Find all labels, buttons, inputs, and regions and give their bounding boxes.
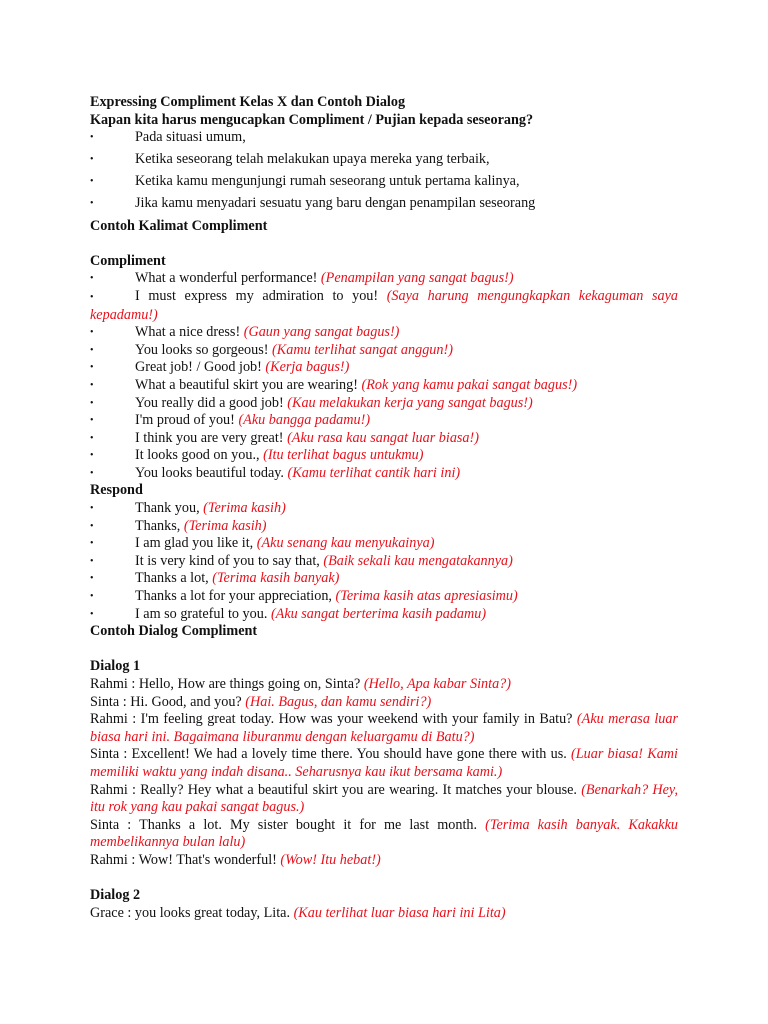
dialog2-heading: Dialog 2 — [90, 887, 141, 904]
document-title: Expressing Compliment Kelas X dan Contoh Dialog — [90, 94, 406, 110]
question-heading: Kapan kita harus mengucapkan Compliment / Pujian kepada seseorang? — [90, 111, 534, 128]
respond-heading: Respond — [90, 482, 143, 499]
bullet-icon: • — [90, 397, 94, 409]
bullet-icon: • — [90, 176, 94, 188]
dialog-line: Sinta : Excellent! We had a lovely time there. You should have gone there with us. (Luar biasa! Kami memiliki waktu yang indah disana.. Seharusnya kau ikut bersama kami.) — [90, 746, 678, 780]
list-item: • Thanks a lot for your appreciation, (Terima kasih atas apresiasimu) — [90, 588, 518, 605]
bullet-icon: • — [90, 379, 94, 391]
compliment-list — [90, 270, 678, 482]
dialog-line: Rahmi : Really? Hey what a beautiful skirt you are wearing. It matches your blouse. (Benarkah? Hey, itu rok yang kau pakai sangat bagus.) — [90, 781, 678, 816]
bullet-icon: • — [90, 154, 94, 166]
spacer — [90, 870, 678, 888]
list-item: • I think you are very great! (Aku rasa kau sangat luar biasa!) — [90, 429, 479, 446]
bullet-icon: • — [90, 573, 94, 585]
bullet-icon: • — [90, 198, 94, 210]
list-item: • Ketika kamu mengunjungi rumah seseorang untuk pertama kalinya, — [90, 173, 520, 190]
list-item: • What a nice dress! (Gaun yang sangat bagus!) — [90, 324, 400, 341]
dialog-line: Sinta : Hi. Good, and you? (Hai. Bagus, dan kamu sendiri?) — [90, 693, 432, 710]
dialog-line: Sinta : Thanks a lot. My sister bought it for me last month. (Terima kasih banyak. Kakakku membelikannya bulan lalu) — [90, 816, 678, 851]
bullet-icon: • — [90, 503, 94, 515]
bullet-icon: • — [90, 415, 94, 427]
dialog-line: Rahmi : I'm feeling great today. How was your weekend with your family in Batu? (Aku merasa luar biasa hari ini. Bagaimana liburanmu dengan keluargamu di Batu?) — [90, 711, 678, 745]
bullet-icon: • — [90, 273, 94, 285]
bullet-icon: • — [90, 432, 94, 444]
list-item: • What a beautiful skirt you are wearing! (Rok yang kamu pakai sangat bagus!) — [90, 376, 578, 393]
spacer — [90, 235, 678, 253]
list-item: • It looks good on you., (Itu terlihat bagus untukmu) — [90, 447, 424, 464]
when-list — [90, 129, 678, 213]
bullet-icon: • — [90, 291, 94, 303]
list-item: • I'm proud of you! (Aku bangga padamu!) — [90, 412, 371, 429]
bullet-icon: • — [90, 362, 94, 374]
list-item: • I must express my admiration to you! (Saya harung mengungkapkan kekaguman saya kepadamu!) — [90, 287, 678, 323]
list-item: • Ketika seseorang telah melakukan upaya mereka yang terbaik, — [90, 151, 490, 168]
list-item: • Thanks, (Terima kasih) — [90, 517, 267, 534]
list-item: • I am so grateful to you. (Aku sangat berterima kasih padamu) — [90, 605, 487, 622]
bullet-icon: • — [90, 450, 94, 462]
list-item: • You really did a good job! (Kau melakukan kerja yang sangat bagus!) — [90, 394, 533, 411]
list-item: • Thanks a lot, (Terima kasih banyak) — [90, 570, 340, 587]
list-item: • It is very kind of you to say that, (Baik sekali kau mengatakannya) — [90, 552, 513, 569]
bullet-icon: • — [90, 520, 94, 532]
dialog1-heading: Dialog 1 — [90, 658, 141, 675]
bullet-icon: • — [90, 555, 94, 567]
bullet-icon: • — [90, 591, 94, 603]
list-item: • Pada situasi umum, — [90, 129, 246, 146]
bullet-icon: • — [90, 538, 94, 550]
dialog-line: Grace : you looks great today, Lita. (Kau terlihat luar biasa hari ini Lita) — [90, 904, 506, 921]
list-item: • I am glad you like it, (Aku senang kau menyukainya) — [90, 535, 435, 552]
list-item: • Great job! / Good job! (Kerja bagus!) — [90, 359, 350, 376]
bullet-icon: • — [90, 344, 94, 356]
bullet-icon: • — [90, 467, 94, 479]
bullet-icon: • — [90, 132, 94, 144]
dialog-line: Rahmi : Hello, How are things going on, Sinta? (Hello, Apa kabar Sinta?) — [90, 676, 511, 692]
dialog-section-heading: Contoh Dialog Compliment — [90, 623, 258, 640]
respond-list — [90, 500, 678, 623]
list-item: • Jika kamu menyadari sesuatu yang baru dengan penampilan seseorang — [90, 195, 536, 212]
list-item: • You looks so gorgeous! (Kamu terlihat sangat anggun!) — [90, 341, 453, 358]
bullet-icon: • — [90, 608, 94, 620]
compliment-heading: Compliment — [90, 252, 166, 269]
bullet-icon: • — [90, 327, 94, 339]
document-content — [90, 94, 678, 922]
list-item: • Thank you, (Terima kasih) — [90, 500, 286, 517]
spacer — [90, 641, 678, 659]
examples-heading: Contoh Kalimat Compliment — [90, 217, 268, 234]
dialog-line: Rahmi : Wow! That's wonderful! (Wow! Itu hebat!) — [90, 851, 381, 868]
list-item: • You looks beautiful today. (Kamu terlihat cantik hari ini) — [90, 464, 461, 481]
list-item: • What a wonderful performance! (Penampilan yang sangat bagus!) — [90, 270, 514, 287]
